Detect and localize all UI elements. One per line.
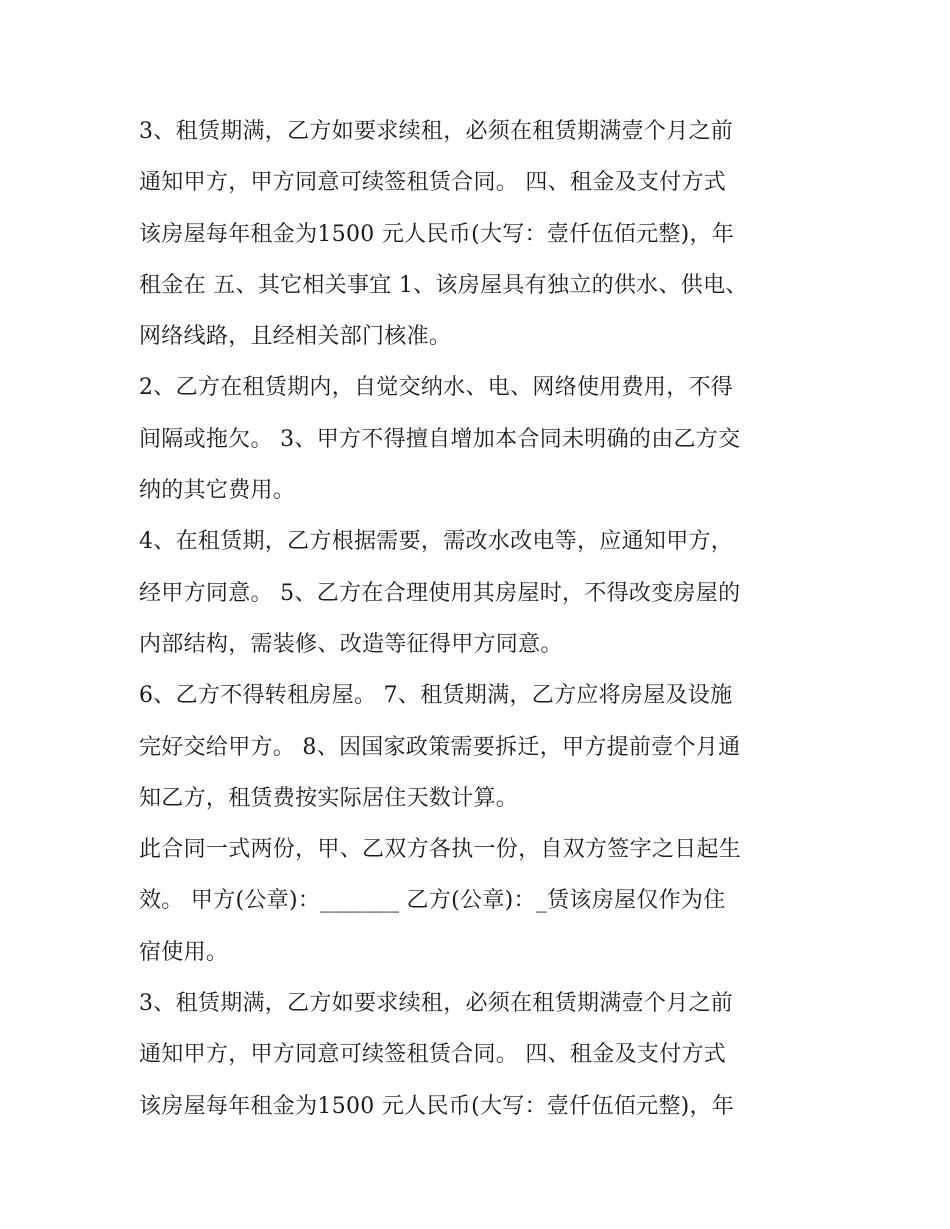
- text-line: 效。 甲方(公章)：_______ 乙方(公章)：_赁该房屋仅作为住: [139, 888, 726, 914]
- text-line: 3、租赁期满，乙方如要求续租，必须在租赁期满壹个月之前: [139, 119, 734, 144]
- text-line: 知乙方，租赁费按实际居住天数计算。: [139, 785, 519, 811]
- text-line: 网络线路，且经相关部门核准。: [139, 324, 452, 350]
- text-line: 通知甲方，甲方同意可续签租赁合同。 四、租金及支付方式: [139, 170, 727, 196]
- text-line: 租金在 五、其它相关事宜 1、该房屋具有独立的供水、供电、: [139, 272, 748, 298]
- text-line: 4、在租赁期，乙方根据需要，需改水改电等，应通知甲方，: [139, 529, 734, 555]
- text-line: 该房屋每年租金为1500 元人民币(大写：壹仟伍佰元整)，年: [139, 221, 735, 247]
- text-line: 经甲方同意。 5、乙方在合理使用其房屋时，不得改变房屋的: [139, 580, 741, 606]
- text-line: 6、乙方不得转租房屋。 7、租赁期满，乙方应将房屋及设施: [139, 683, 733, 709]
- document-body: [139, 106, 819, 1132]
- text-line: 间隔或拖欠。 3、甲方不得擅自增加本合同未明确的由乙方交: [139, 426, 741, 452]
- text-line: 纳的其它费用。: [139, 478, 296, 504]
- text-line: 完好交给甲方。 8、因国家政策需要拆迁，甲方提前壹个月通: [139, 734, 741, 760]
- text-line: 宿使用。: [139, 939, 229, 965]
- text-line: 2、乙方在租赁期内，自觉交纳水、电、网络使用费用，不得: [139, 375, 734, 401]
- text-line: 该房屋每年租金为1500 元人民币(大写：壹仟伍佰元整)，年: [139, 1093, 735, 1119]
- text-line: 内部结构，需装修、改造等征得甲方同意。: [139, 631, 563, 657]
- text-line: 此合同一式两份，甲、乙双方各执一份，自双方签字之日起生: [139, 837, 742, 863]
- text-line: 3、租赁期满，乙方如要求续租，必须在租赁期满壹个月之前: [139, 991, 734, 1017]
- text-line: 通知甲方，甲方同意可续签租赁合同。 四、租金及支付方式: [139, 1042, 727, 1068]
